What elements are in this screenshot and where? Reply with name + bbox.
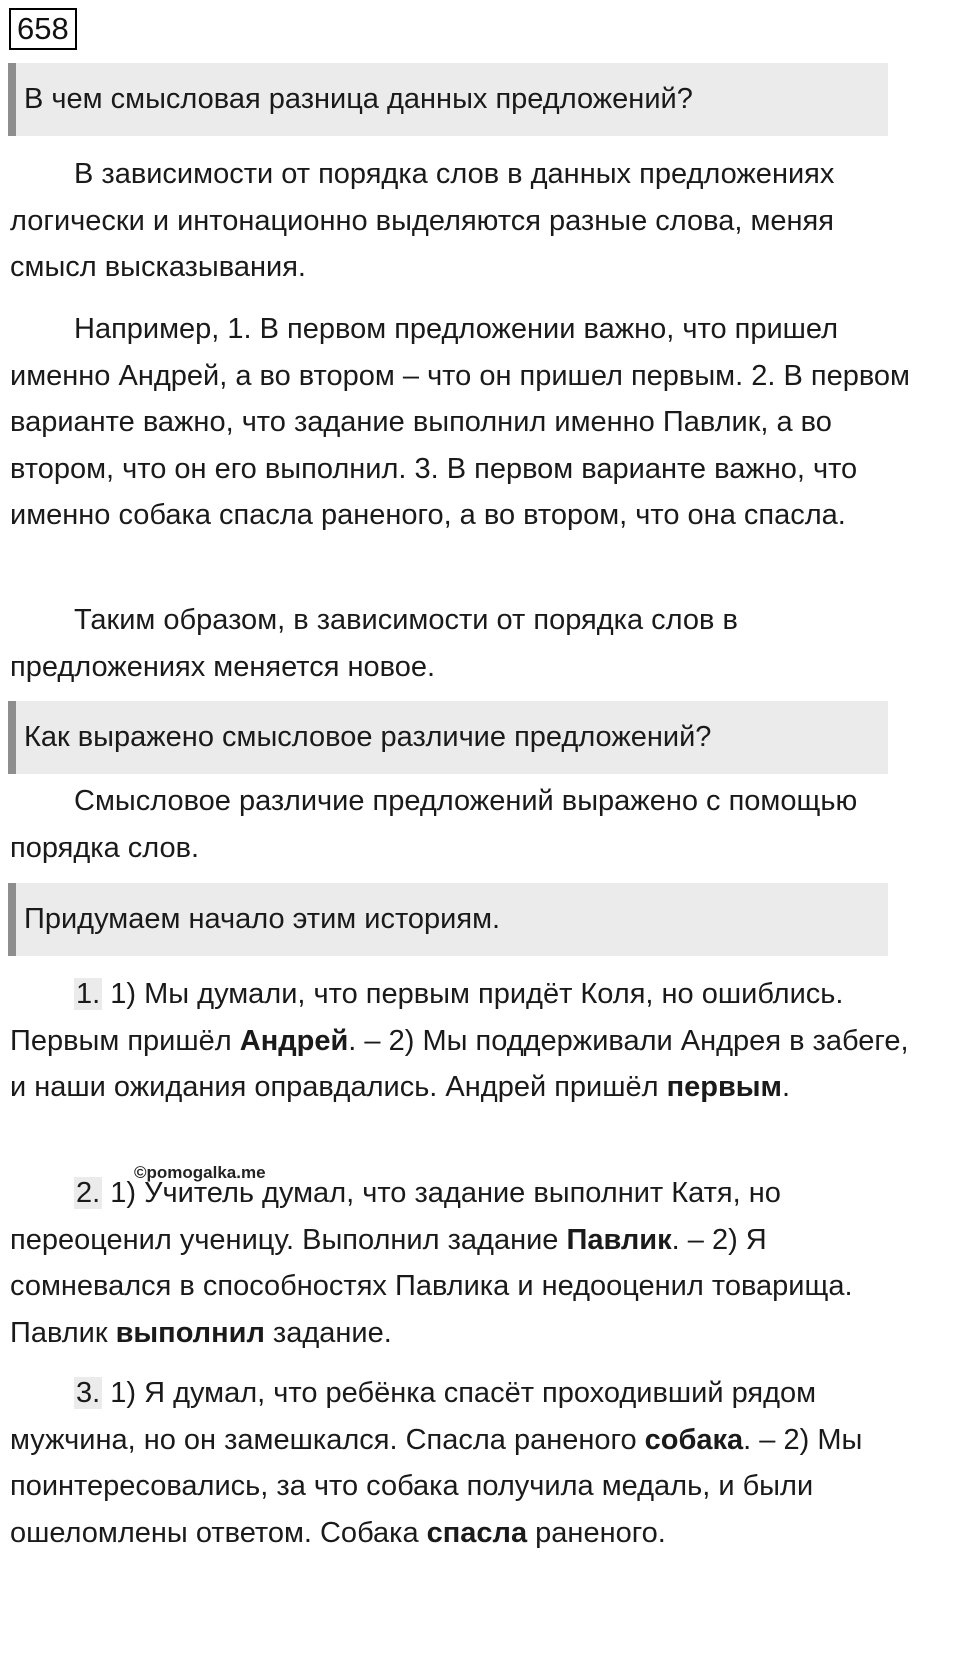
story-text: 1) Я думал, что ребёнка спасёт проходивший рядом мужчина, но он замешкался. Спасла раненого: [10, 1377, 817, 1456]
story-number: 2.: [76, 1177, 101, 1209]
watermark: ©pomogalka.me: [134, 1163, 266, 1182]
story-text: задание.: [264, 1316, 392, 1349]
story-text: 1) Учитель думал, что задание выполнит Катя, но переоценил ученицу. Выполнил задание: [10, 1177, 781, 1256]
answer-paragraph-2: [10, 306, 910, 539]
story-emphasis: спасла: [426, 1516, 528, 1549]
story-text: . – 2) Я сомневался в способностях Павлика и недооценил товарища. Павлик: [10, 1223, 853, 1349]
answer-text: В зависимости от порядка слов в данных предложениях логически и интонационно выделяются разные слова, меняя смысл высказывания.: [10, 158, 835, 283]
answer-text: Смысловое различие предложений выражено с помощью порядка слов.: [10, 785, 858, 864]
story-3: [10, 1370, 910, 1556]
story-number: 3.: [76, 1377, 101, 1409]
question-heading-3: Придумаем начало этим историям.: [8, 883, 888, 956]
answer-paragraph-1: [10, 151, 910, 291]
exercise-number: 658: [9, 8, 77, 50]
story-text: .: [782, 1071, 791, 1103]
story-2: [10, 1170, 910, 1356]
story-text: . – 2) Мы поинтересовались, за что собака получила медаль, и были ошеломлены ответом. Собака: [10, 1423, 863, 1549]
story-emphasis: первым: [666, 1071, 783, 1103]
story-emphasis: собака: [644, 1423, 744, 1456]
story-emphasis: Андрей: [239, 1024, 349, 1057]
story-text: 1) Мы думали, что первым придёт Коля, но ошиблись. Первым пришёл: [10, 978, 844, 1057]
story-text: . – 2) Мы поддерживали Андрея в забеге, и наши ожидания оправдались. Андрей пришёл: [10, 1024, 909, 1103]
story-emphasis: Павлик: [566, 1223, 672, 1256]
answer-paragraph-4: [10, 778, 910, 871]
answer-text: Например, 1. В первом предложении важно, что пришел именно Андрей, а во втором – что он пришел первым. 2. В первом варианте важно, что задание выполнил именно Павлик, а во втором, что он его выполнил. 3. В первом варианте важно, что именно собака спасла раненого, а во втором, что она спасла.: [10, 313, 910, 531]
question-heading-2: Как выражено смысловое различие предложений?: [8, 701, 888, 774]
question-heading-1: В чем смысловая разница данных предложений?: [8, 63, 888, 136]
story-1: [10, 971, 910, 1111]
answer-text: Таким образом, в зависимости от порядка слов в предложениях меняется новое.: [10, 604, 738, 683]
story-number: 1.: [76, 978, 101, 1010]
story-emphasis: выполнил: [115, 1316, 265, 1349]
story-text: раненого.: [527, 1516, 666, 1549]
answer-paragraph-3: [10, 597, 910, 690]
